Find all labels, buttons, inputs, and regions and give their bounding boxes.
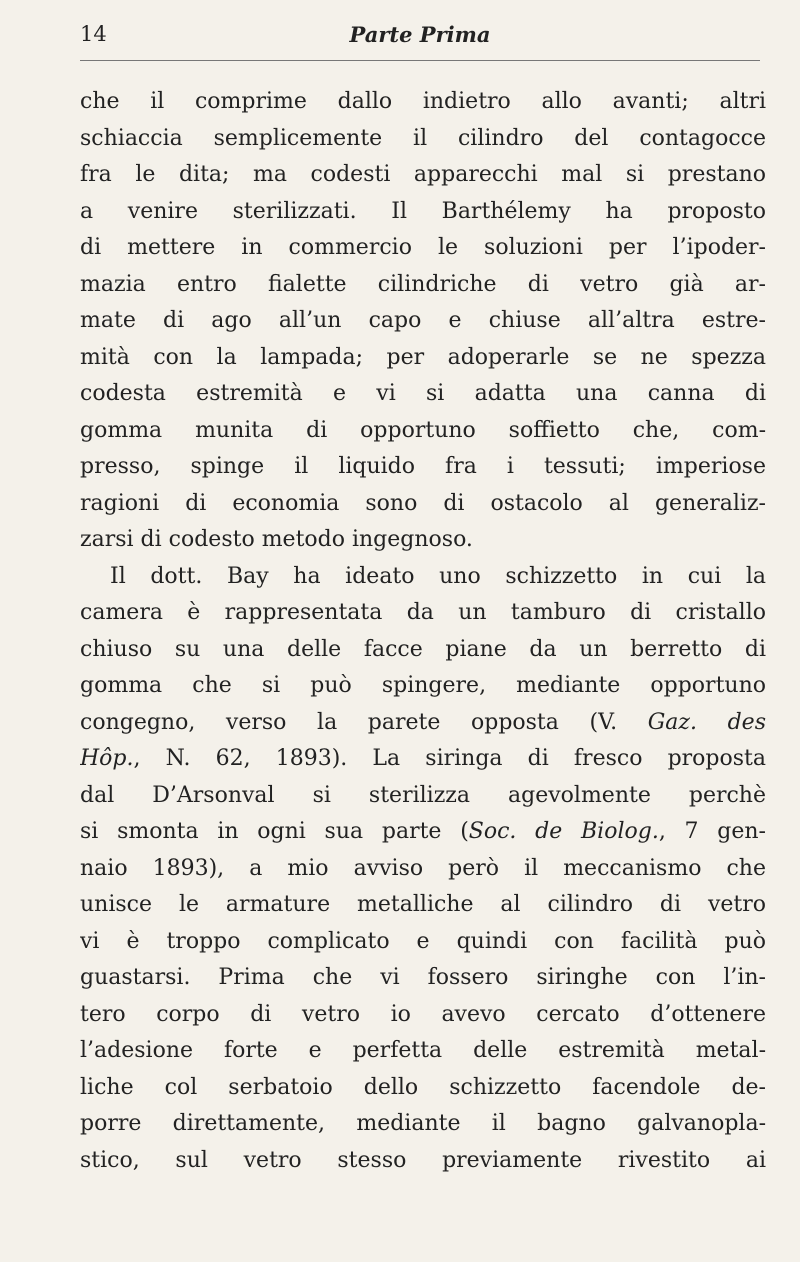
text-line: tero corpo di vetro io avevo cercato d’ottenere: [80, 1001, 766, 1027]
page-header: [80, 20, 760, 61]
text-line: liche col serbatoio dello schizzetto facendole de-: [80, 1074, 766, 1100]
text-line: fra le dita; ma codesti apparecchi mal si prestano: [80, 162, 766, 187]
text-line: congegno, verso la parete opposta (V. Gaz. des: [80, 709, 766, 735]
text-line: l’adesione forte e perfetta delle estremità metal-: [80, 1038, 766, 1063]
text-line: zarsi di codesto metodo ingegnoso.: [80, 527, 473, 552]
text-line: schiaccia semplicemente il cilindro del contagocce: [80, 125, 766, 151]
text-line: a venire sterilizzati. Il Barthélemy ha proposto: [80, 198, 766, 224]
text-line: gomma munita di opportuno soffietto che, com-: [80, 417, 766, 443]
text-line: chiuso su una delle facce piane da un berretto di: [80, 636, 766, 662]
text-line: camera è rappresentata da un tamburo di cristallo: [80, 600, 766, 625]
italic-citation: Soc. de Biolog.: [468, 819, 659, 844]
running-title: Parte Prima: [349, 22, 491, 47]
text-line: vi è troppo complicato e quindi con facilità può: [80, 928, 766, 954]
text-line: porre direttamente, mediante il bagno galvanopla-: [80, 1111, 766, 1136]
text-line: presso, spinge il liquido fra i tessuti; imperiose: [80, 454, 766, 479]
text-line: dal D’Arsonval si sterilizza agevolmente perchè: [80, 782, 766, 808]
text-line: guastarsi. Prima che vi fossero siringhe con l’in-: [80, 965, 766, 990]
text-line: mità con la lampada; per adoperarle se ne spezza: [80, 344, 766, 370]
text-line: gomma che si può spingere, mediante opportuno: [80, 673, 766, 698]
text-line: unisce le armature metalliche al cilindro di vetro: [80, 892, 766, 917]
page-number: 14: [80, 22, 107, 46]
italic-citation: Gaz. des: [647, 709, 766, 735]
text-line: codesta estremità e vi si adatta una canna di: [80, 381, 766, 406]
text-line: Hôp., N. 62, 1893). La siringa di fresco proposta: [80, 746, 766, 771]
text-line: naio 1893), a mio avviso però il meccanismo che: [80, 855, 766, 881]
text-line: ragioni di economia sono di ostacolo al generaliz-: [80, 490, 766, 516]
text-line: mate di ago all’un capo e chiuse all’altra estre-: [80, 308, 766, 333]
text-line: stico, sul vetro stesso previamente rivestito ai: [80, 1147, 766, 1173]
text-line: Il dott. Bay ha ideato uno schizzetto in cui la: [110, 563, 766, 589]
text-line: mazia entro fialette cilindriche di vetro già ar-: [80, 271, 766, 297]
italic-citation: Hôp.: [80, 746, 134, 771]
text-line: si smonta in ogni sua parte (Soc. de Biolog., 7 gen-: [80, 819, 766, 844]
text-line: che il comprime dallo indietro allo avanti; altri: [80, 89, 766, 114]
text-line: di mettere in commercio le soluzioni per l’ipoder-: [80, 235, 766, 260]
body-text: [80, 84, 766, 1179]
